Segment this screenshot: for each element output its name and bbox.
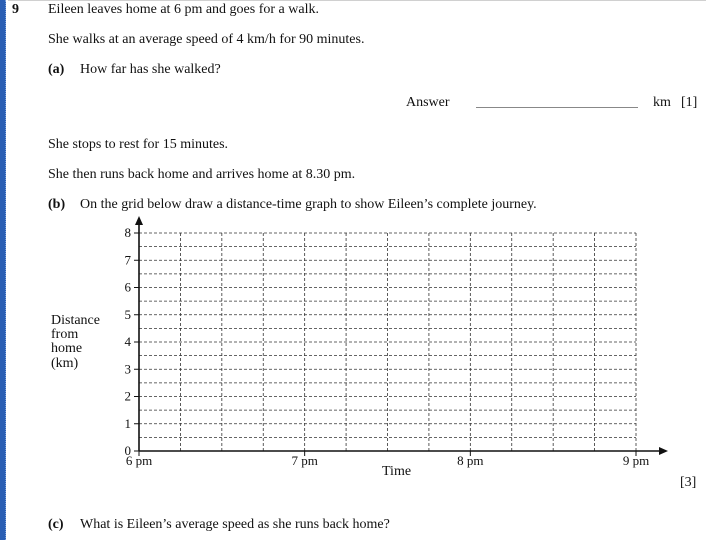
context-line-1: She stops to rest for 15 minutes.: [48, 137, 229, 152]
y-axis-label-line-1: Distance: [51, 313, 100, 328]
y-tick-label: 8: [124, 225, 131, 240]
part-b-label: (b): [48, 197, 66, 212]
part-b-marks: [3]: [680, 475, 697, 490]
intro-line-1: Eileen leaves home at 6 pm and goes for a walk.: [48, 2, 319, 17]
y-tick-label: 7: [124, 252, 131, 268]
x-tick-label: 6 pm: [125, 453, 153, 468]
y-axis-label-line-2: from: [51, 327, 79, 342]
x-tick-label: 8 pm: [457, 453, 484, 468]
part-a-marks: [1]: [681, 95, 698, 110]
part-a-question: How far has she walked?: [80, 62, 221, 77]
part-c-question: What is Eileen’s average speed as she runs back home?: [80, 517, 390, 532]
intro-line-2: She walks at an average speed of 4 km/h for 90 minutes.: [48, 32, 365, 47]
y-tick-label: 6: [124, 279, 131, 295]
part-c-label: (c): [48, 517, 64, 532]
y-tick-label: 1: [124, 415, 131, 431]
y-tick-label: 3: [124, 361, 131, 377]
x-tick-label: 9 pm: [622, 453, 650, 468]
part-a-label: (a): [48, 62, 65, 77]
y-tick-label: 5: [124, 306, 131, 322]
y-tick-label: 4: [124, 334, 131, 349]
y-axis-label-line-4: (km): [51, 356, 79, 371]
answer-unit: km: [653, 95, 671, 110]
part-b-question: On the grid below draw a distance-time graph to show Eileen’s complete journey.: [80, 197, 537, 212]
x-tick-label: 7 pm: [291, 453, 318, 468]
y-tick-label: 2: [124, 388, 131, 404]
answer-label: Answer: [406, 95, 450, 110]
x-axis-arrowhead: [659, 447, 668, 455]
x-axis-label: Time: [382, 464, 412, 479]
question-number: 9: [12, 2, 19, 17]
y-axis-arrowhead: [135, 216, 143, 225]
y-axis-label-line-3: home: [51, 341, 83, 356]
context-line-2: She then runs back home and arrives home at 8.30 pm.: [48, 167, 356, 182]
y-tick-label: 0: [124, 443, 131, 458]
